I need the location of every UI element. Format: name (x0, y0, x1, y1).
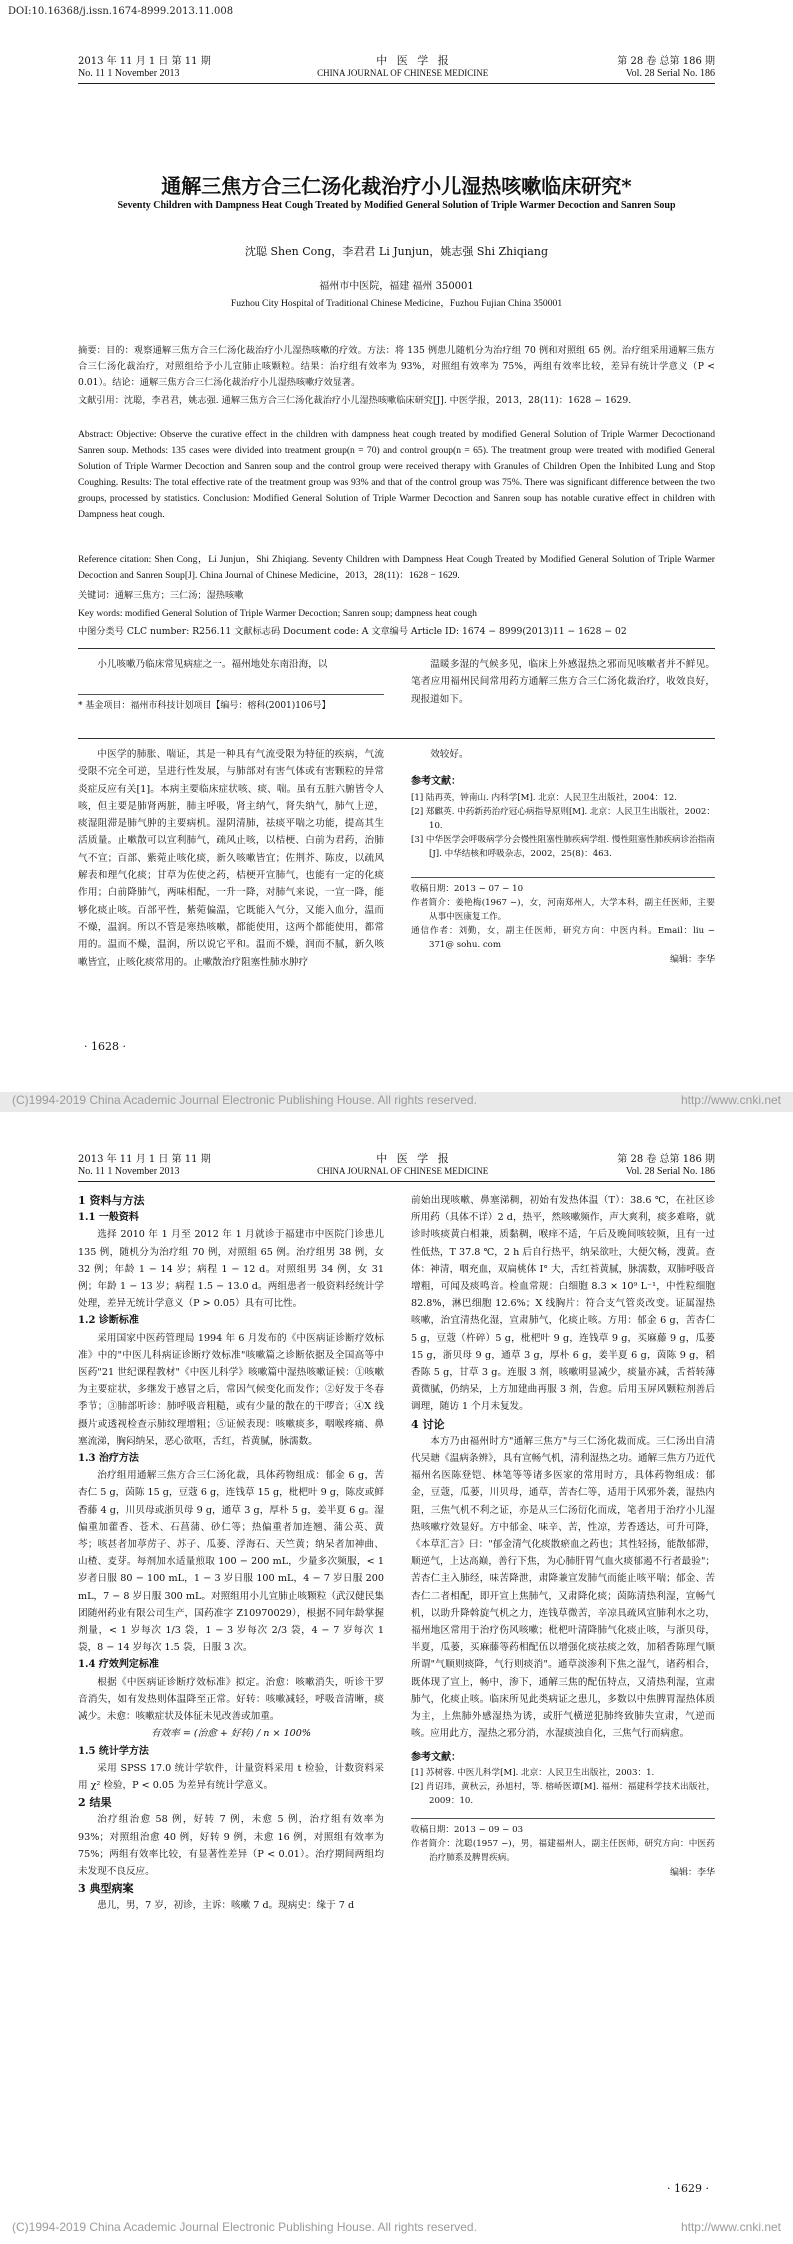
paragraph: 治疗组用通解三焦方合三仁汤化裁，具体药物组成：郁金 6 g，苦杏仁 5 g，茵陈 15 g，豆蔻 6 g，连钱草 15 g，枇杷叶 9 g，陈皮或鲜香藤 4 g，川贝母或浙贝母 9 g，通草 3 g，厚朴 5 g，姜半夏 6 g。湿偏重加藿香、苍术、石菖蒲、砂仁等；热偏重者加连翘、蒲公英、黄芩；咳甚者加葶苈子、苏子、瓜蒌、浮海石、天竺黄；纳呆者加神曲、山楂、麦芽。每剂加水适量煎取 100 − 200 mL，少量多次频服，< 1 岁者日服 80 − 100 mL，1 − 3 岁日服 100 mL，4 − 7 岁日服 200 mL，7 − 8 岁日服 300 mL。对照组用小儿宣肺止咳颗粒（武汉健民集团随州药业有限公司生产，国药准字 Z10970029），根据不同年龄掌握剂量，< 1 岁每次 1/3 袋，1 − 3 岁每次 2/3 袋，4 − 7 岁每次 1 袋，8 − 14 岁每次 1.5 袋，日服 3 次。 (78, 1470, 384, 1654)
authors: 沈聪 Shen Cong，李君君 Li Junjun，姚志强 Shi Zhiqiang (245, 245, 548, 258)
subsection-heading: 1.5 统计学方法 (78, 1745, 149, 1757)
header-vol-en: Vol. 28 Serial No. 186 (625, 1166, 715, 1177)
references-title: 参考文献： (411, 776, 461, 788)
references-title: 参考文献： (411, 1751, 461, 1763)
subsection-heading: 1.1 一般资料 (78, 1212, 139, 1224)
received-date: 收稿日期：2013 − 09 − 03 (411, 1824, 524, 1835)
page-1629 (0, 1112, 793, 2244)
reference-item: [1] 苏树蓉. 中医儿科学[M]. 北京：人民卫生出版社，2003：1. (411, 1767, 655, 1778)
body-left (78, 746, 384, 971)
intro-right (411, 656, 715, 708)
running-header (78, 1150, 715, 1182)
header-vol-en: Vol. 28 Serial No. 186 (625, 68, 715, 79)
reference-item: [2] 郑麒英. 中药新药治疗冠心病指导原则[M]. 北京：人民卫生出版社，2002：10. (411, 806, 715, 831)
affiliation (0, 278, 793, 312)
corresponding-author: 通信作者：刘勤，女，副主任医师，研究方向：中医内科。Email：liu − 371@ sohu. com (411, 925, 715, 950)
reference-item: [1] 陆再英，钟南山. 内科学[M]. 北京：人民卫生出版社，2004：12. (411, 792, 677, 803)
watermark-text: (C)1994-2019 China Academic Journal Electronic Publishing House. All rights reserved. (12, 1093, 477, 1107)
paragraph: 采用国家中医药管理局 1994 年 6 月发布的《中医病证诊断疗效标准》中的"中医儿科病证诊断疗效标准"咳嗽篇之诊断依据及全国高等中医药"21 世纪课程教材"《中医儿科学》咳嗽篇中湿热咳嗽证候：①咳嗽为主要症状，多继发于感冒之后，常因气候变化而发作；②好发于冬春季节；③肺部听诊：肺呼吸音粗糙，或有少量的散在的干啰音；④X 线摄片或透视检查示肺纹理增粗；⑤证候表现：咳嗽痰多，咽喉疼痛、鼻塞流涕，胸闷纳呆，恶心欲呕，舌红，苔黄腻，脉濡数。 (78, 1332, 384, 1447)
header-journal-en: CHINA JOURNAL OF CHINESE MEDICINE (317, 68, 489, 78)
header-journal-cn: 中 医 学 报 (376, 54, 452, 67)
subsection-heading: 1.4 疗效判定标准 (78, 1659, 159, 1671)
header-journal-cn: 中 医 学 报 (376, 1152, 452, 1165)
body-right (411, 1192, 715, 1882)
references-list (411, 791, 715, 861)
paragraph: 选择 2010 年 1 月至 2012 年 1 月就诊于福建市中医院门诊患儿 135 例，随机分为治疗组 70 例，对照组 65 例。治疗组男 38 例，女 32 例；年龄 1 − 14 岁；病程 1 − 12 d。对照组男 34 例，女 31 例；年龄 1 − 13 岁；病程 1.5 − 13.0 d。两组患者一般资料经统计学处理，差异无统计学意义（P > 0.05）具有可比性。 (78, 1229, 384, 1310)
intro-text-right: 温暖多湿的气候多见，临床上外感湿热之邪而见咳嗽者并不鲜见。笔者应用福州民间常用药方通解三焦方合三仁汤化裁治疗，收效良好，现报道如下。 (411, 659, 715, 705)
keywords-en: Key words: modified General Solution of Triple Warmer Decoction; Sanren soup; dampness heat cough (78, 608, 477, 619)
section-heading: 3 典型病案 (78, 1882, 134, 1896)
author-info: 作者简介：沈聪(1957 −)，男，福建福州人，副主任医师，研究方向：中医药治疗肺系及脾胃疾病。 (411, 1838, 715, 1863)
watermark-text: (C)1994-2019 China Academic Journal Electronic Publishing House. All rights reserved. (12, 2220, 477, 2234)
section-heading: 4 讨论 (411, 1417, 445, 1431)
affiliation-cn: 福州市中医院，福建 福州 350001 (319, 281, 474, 292)
citation-en: Reference citation: Shen Cong，Li Junjun，Shi Zhiqiang. Seventy Children with Dampness Heat Cough Treated by Modified General Solution of Triple Warmer Decoction and Sanren Soup[J]. China Journal of Chinese Medicine，2013，28(11)：1628 − 1629. (78, 554, 715, 581)
reference-item: [3] 中华医学会呼吸病学分会慢性阻塞性肺疾病学组. 慢性阻塞性肺疾病诊治指南[J]. 中华结核和呼吸杂志，2002，25(8)：463. (411, 834, 715, 859)
header-rule (78, 1181, 715, 1182)
intro-text-left: 小儿咳嗽乃临床常见病症之一。福州地处东南沿海，以 (97, 659, 328, 670)
references-list (411, 1766, 715, 1808)
abstract-divider (78, 648, 715, 649)
header-vol-cn: 第 28 卷 总第 186 期 (617, 1154, 715, 1165)
keywords-cn: 关键词：通解三焦方；三仁汤；湿热咳嗽 (78, 590, 244, 601)
paragraph: 采用 SPSS 17.0 统计学软件，计量资料采用 t 检验，计数资料采用 χ² 检验，P < 0.05 为差异有统计学意义。 (78, 1762, 384, 1791)
body-left (78, 1192, 384, 1915)
efficacy-formula: 有效率 = (治愈 + 好转) / n × 100% (151, 1728, 311, 1740)
reference-item: [2] 肖诏玮，黄秋云，孙旭村，等. 榕峤医谭[M]. 福州：福建科学技术出版社，2009：10. (411, 1781, 715, 1806)
body-right (411, 746, 715, 969)
fund-note: * 基金项目：福州市科技计划项目【编号：榕科(2001)106号】 (78, 694, 384, 714)
paragraph: 本方乃由福州时方"通解三焦方"与三仁汤化裁而成。三仁汤出自清代吴瑭《温病条辨》，具有宣畅气机，清利湿热之功。通解三焦方乃近代福州名医陈登铠、林笔等等诸多医家的常用时方，具体药物组成：郁金，豆蔻，瓜蒌，川贝母，通草，苦杏仁等，适用于风邪外袭，湿热内阻，三焦气机不利之证，亦是从三仁汤衍化而成，笔者用于治疗小儿湿热咳嗽疗效显好。方中郁金、味辛、苦，性凉，芳香透达，可升可降，《本草汇言》曰："郁金清气化痰散瘀血之药也；其性轻扬，能散郁滞，顺逆气，上达高巅，善行下焦，为心肺肝胃气血火痰郁遏不行者最验"；苦杏仁主入肺经，味苦降泄，肃降兼宣发肺气而能止咳平喘；郁金、苦杏仁二者相配，即开宣上焦肺气，又肃降化痰；茵陈清热利湿，宣畅气机，以助升降斡旋气机之力，连钱草微苦，辛凉具疏风宣肺利水之功，福州地区常用于治疗伤风咳嗽；枇杷叶清降肺气化痰止咳，与浙贝母，半夏，瓜蒌，买麻藤等药相配伍以增强化痰祛痰之效，加稻香陈理气顺所谓"气顺则痰降，气行则痰消"。通草淡渗利下焦之湿气，诸药相合，既体现了宣上，畅中，渗下，通解三焦的配伍特点，又清热利湿，宣肃肺气，化痰止咳。临床所见此类病证之患儿，多数以中焦脾胃湿热体质为主，上焦肺外感湿热为诱，或肝气横逆犯肺终致肺失宣肃，气逆而咳。应用此方，湿热之邪分消，水湿痰浊自化，三焦气行而病愈。 (411, 1435, 715, 1740)
header-vol-cn: 第 28 卷 总第 186 期 (617, 56, 715, 67)
abstract-en: Abstract: Objective: Observe the curative effect in the children with dampness heat cough treated by modified General Solution of Triple Warmer Decoctionand Sanren soup. Methods: 135 cases were divided into treatment group(n = 70) and control group(n = 65). The treatment group were treated with modified General Solution of Triple Warmer Decoction and Sanren soup and the control group were received therapy with Granules of Children Open the Inhibited Lung and Stop Coughing. Results: The total effective rate of the treatment group was 93% and that of the control group was 75%. There was significant difference between the two groups, processed by statistics. Conclusion: Modified General Solution of Triple Warmer Decoction and Sanren soup has notable curative effect in children with Dampness heat cough. (78, 429, 715, 520)
body-text-left: 中医学的肺胀、喘证，其是一种具有气流受限为特征的疾病，气流受限不完全可逆，呈进行性发展，与肺部对有害气体或有害颗粒的异常炎症反应有关[1]。本病主要临床症状咳、痰、喘。虽有五脏六腑皆令人咳，但主要是肺肾两脏，肺主呼吸，肾主纳气，肾失纳气，肺气上逆，痰湿阻滞是肺气肿的主要病机。湿阴清肺，祛痰平喘之功能，提高其生活质量。止嗽散可以宣利肺气，疏风止咳，以桔梗、白前为君药，治肺气不宣；百部、紫菀止咳化痰，新久咳嗽皆宜；佐荆芥、陈皮，以疏风解表和理气化痰；甘草为佐使之药，桔梗开宣肺气，也能有一定的化痰作用；白前降肺气，两味相配，一升一降，对肺气来说，一宣一降，能够化痰止咳。百部平性，紫菀偏温，它既能入气分，又能入血分，温而不燥，温润。所以不管是寒热咳嗽，都能使用，这两个都能使用，都常用的。温而不燥，温润，所以说它平和。温而不燥，润而不腻，新久咳嗽皆宜，止咳化痰常用的。止嗽散治疗阻塞性肺水肿疗 (78, 749, 384, 968)
header-date-en: No. 11 1 November 2013 (78, 68, 180, 79)
received-date: 收稿日期：2013 − 07 − 10 (411, 883, 524, 894)
body-text-right: 效较好。 (430, 749, 469, 760)
editor: 编辑：李华 (669, 1867, 715, 1878)
paper-title: 通解三焦方合三仁汤化裁治疗小儿湿热咳嗽临床研究* (161, 174, 632, 198)
running-header (78, 52, 715, 84)
page-number: · 1629 · (667, 2182, 709, 2195)
subsection-heading: 1.3 治疗方法 (78, 1453, 139, 1465)
header-date-en: No. 11 1 November 2013 (78, 1166, 180, 1177)
watermark-url: http://www.cnki.net (680, 2220, 781, 2234)
page-1628 (0, 0, 793, 1092)
paragraph: 前始出现咳嗽、鼻塞涕稠，初始有发热体温（T）：38.6 ℃，在社区诊所用药（具体不详）2 d，热平，然咳嗽频作，声大爽利，痰多难咯，就诊时咳痰黄白相兼，质黏稠，喉痒不适，午后及晚间咳较频，且有一过性低热，T 37.8 ℃，2 h 后自行热平，纳呆欲吐，大便欠畅，溲黄。查体：神清，咽充血，双扁桃体 I° 大，舌红苔黄腻，脉濡数，双肺呼吸音增粗，可闻及痰鸣音。检血常规：白细胞 8.3 × 10⁹ L⁻¹，中性粒细胞 82.8%，淋巴细胞 12.6%；X 线胸片：符合支气管炎改变。证属湿热咳嗽，治宜清热化湿，宣肃肺气，化痰止咳。方用：郁金 6 g，苦杏仁 5 g，豆蔻（杵碎）5 g，枇杷叶 9 g，连钱草 9 g，买麻藤 9 g，瓜蒌 15 g，浙贝母 9 g，通草 3 g，厚朴 6 g，姜半夏 6 g，茵陈 9 g，稻香陈 5 g，甘草 3 g。连服 3 剂，咳嗽明显减少，痰量亦减，舌苔转薄黄微腻，仍纳呆，上方加建曲再服 3 剂，告愈。后用玉屏风颗粒剂善后调理，随访 1 个月未复发。 (411, 1195, 715, 1413)
paragraph: 患儿，男，7 岁，初诊，主诉：咳嗽 7 d。现病史：缘于 7 d (97, 1900, 355, 1912)
abstract-cn: 摘要：目的：观察通解三焦方合三仁汤化裁治疗小儿湿热咳嗽的疗效。方法：将 135 例患儿随机分为治疗组 70 例和对照组 65 例。治疗组采用通解三焦方合三仁汤化裁治疗，对照组给予小儿宣肺止咳颗粒。结果：治疗组有效率为 93%，对照组有效率为 75%，两组有效率比较，差异有统计学意义（P < 0.01）。结论：通解三焦方合三仁汤化裁治疗小儿湿热咳嗽疗效显著。 (78, 345, 715, 388)
watermark-url: http://www.cnki.net (680, 1093, 781, 1107)
header-rule (78, 83, 715, 84)
classification-line: 中图分类号 CLC number: R256.11 文献标志码 Document code: A 文章编号 Article ID: 1674 − 8999(2013)11 − 1628 − 02 (78, 626, 627, 637)
paper-title-en: Seventy Children with Dampness Heat Cough Treated by Modified General Solution of Triple Warmer Decoction and Sanren Soup (117, 200, 676, 211)
header-journal-en: CHINA JOURNAL OF CHINESE MEDICINE (317, 1166, 489, 1176)
section-heading: 1 资料与方法 (78, 1194, 145, 1207)
editor: 编辑：李华 (669, 954, 715, 965)
watermark-1 (12, 1093, 781, 1107)
subsection-heading: 1.2 诊断标准 (78, 1315, 139, 1327)
doi: DOI:10.16368/j.issn.1674-8999.2013.11.008 (8, 6, 234, 17)
author-notes (411, 877, 715, 952)
citation-cn: 文献引用：沈聪，李君君，姚志强. 通解三焦方合三仁汤化裁治疗小儿湿热咳嗽临床研究[J]. 中医学报，2013，28(11)：1628 − 1629. (78, 395, 632, 406)
author-info: 作者简介：姜艳梅(1967 −)，女，河南郑州人，大学本科，副主任医师，主要从事中医康复工作。 (411, 897, 715, 922)
paragraph: 治疗组治愈 58 例，好转 7 例，未愈 5 例，治疗组有效率为 93%；对照组治愈 40 例，好转 9 例，未愈 16 例，对照组有效率为 75%；两组有效率比较，有显著性差异（P < 0.01）。治疗期间两组均未发现不良反应。 (78, 1814, 384, 1877)
section-divider (78, 738, 715, 739)
paragraph: 根据《中医病证诊断疗效标准》拟定。治愈：咳嗽消失，听诊干罗音消失，如有发热则体温降至正常。好转：咳嗽减轻，呼吸音清晰，痰减少。未愈：咳嗽症状及体征未见改善或加重。 (78, 1676, 384, 1723)
intro-left (78, 656, 384, 673)
affiliation-en: Fuzhou City Hospital of Traditional Chinese Medicine，Fuzhou Fujian China 350001 (230, 298, 563, 309)
section-heading: 2 结果 (78, 1796, 112, 1810)
page-number: · 1628 · (84, 1040, 126, 1053)
header-date-cn: 2013 年 11 月 1 日 第 11 期 (78, 56, 211, 67)
header-date-cn: 2013 年 11 月 1 日 第 11 期 (78, 1154, 211, 1165)
author-notes (411, 1818, 715, 1865)
watermark-2 (12, 2220, 781, 2234)
